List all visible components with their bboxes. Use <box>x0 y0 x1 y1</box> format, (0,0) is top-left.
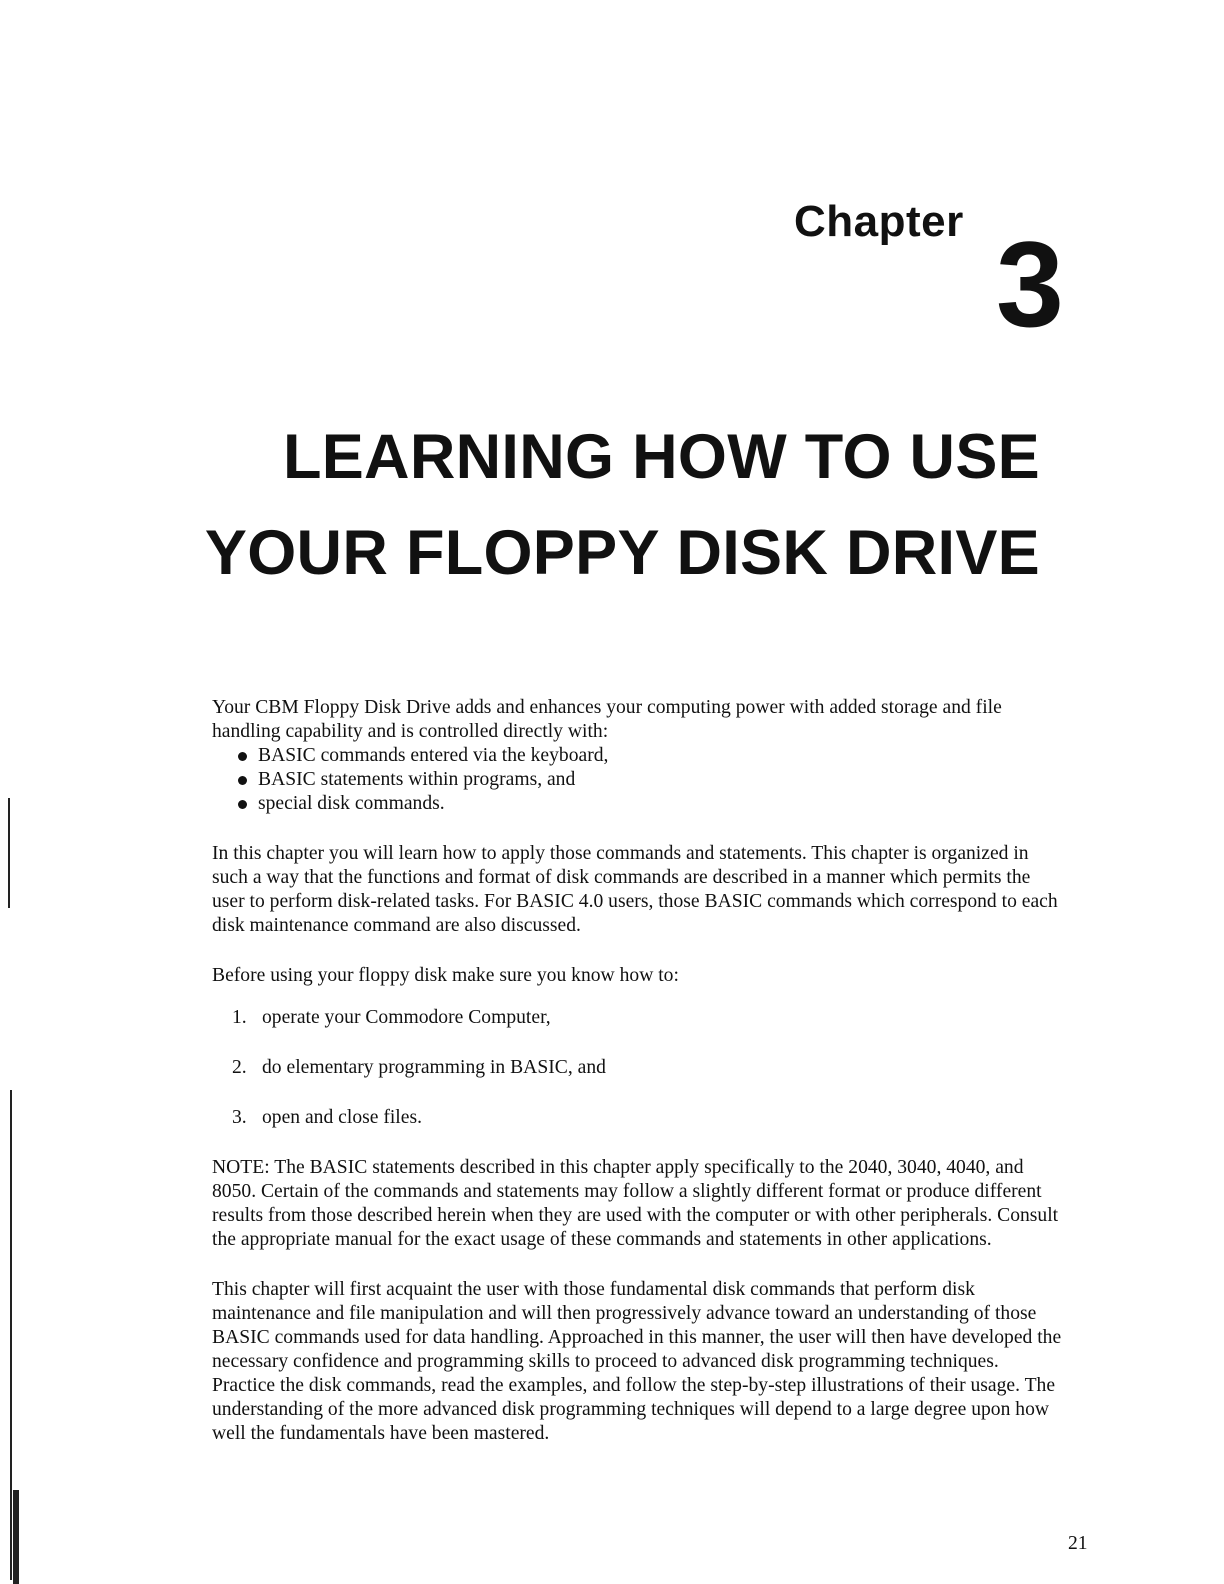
list-item-number: 2. <box>232 1057 247 1078</box>
closing-paragraph: This chapter will first acquaint the user with those fundamental disk commands that perform disk maintenance and file manipulation and will then progressively advance toward an understanding of those BASIC commands used for data handling. Approached in this manner, the user will then have developed the necessary confidence and programming skills to proceed to advanced disk programming techniques. Practice the disk commands, read the examples, and follow the step-by-step illustrations of their usage. The understanding of the more advanced disk programming techniques will depend to a large degree upon how well the fundamentals have been mastered. <box>212 1279 1062 1444</box>
list-item: special disk commands. <box>236 792 1062 816</box>
list-item-number: 3. <box>232 1107 247 1128</box>
chapter-number: 3 <box>996 216 1064 352</box>
note-paragraph: NOTE: The BASIC statements described in this chapter apply specifically to the 2040, 3040, 4040, and 8050. Certain of the commands and statements may follow a slightly different format or produce different results from those described herein when they are used with the computer or with other peripherals. Consult the appropriate manual for the exact usage of these commands and statements in other applications. <box>212 1157 1059 1250</box>
scan-margin-mark <box>13 1490 19 1584</box>
list-item-text: operate your Commodore Computer, <box>262 1007 551 1028</box>
chapter-overview-paragraph: In this chapter you will learn how to apply those commands and statements. This chapter is organized in such a way that the functions and format of disk commands are described in a manner which permits the user to perform disk-related tasks. For BASIC 4.0 users, those BASIC commands which correspond to each disk maintenance command are also discussed. <box>212 843 1058 936</box>
list-item: BASIC statements within programs, and <box>236 768 1062 792</box>
chapter-title-line-2: YOUR FLOPPY DISK DRIVE <box>204 518 1040 588</box>
list-item <box>232 1006 1062 1030</box>
chapter-body <box>212 696 1062 1446</box>
list-item: BASIC commands entered via the keyboard, <box>236 744 1062 768</box>
list-item-text: do elementary programming in BASIC, and <box>262 1057 606 1078</box>
chapter-title-line-1: LEARNING HOW TO USE <box>282 422 1040 492</box>
list-item-number: 1. <box>232 1007 247 1028</box>
scan-margin-mark <box>8 798 10 908</box>
list-item-text: open and close files. <box>262 1107 422 1128</box>
prerequisites-paragraph: Before using your floppy disk make sure you know how to: <box>212 965 679 986</box>
control-methods-list <box>212 744 1062 816</box>
intro-paragraph: Your CBM Floppy Disk Drive adds and enhances your computing power with added storage and file handling capability and is controlled directly with: <box>212 697 1002 742</box>
chapter-label: Chapter <box>794 197 964 246</box>
scan-margin-mark <box>10 1090 12 1580</box>
prerequisites-list <box>212 1006 1062 1130</box>
list-item <box>232 1106 1062 1130</box>
page-number: 21 <box>1068 1533 1088 1554</box>
list-item <box>232 1056 1062 1080</box>
